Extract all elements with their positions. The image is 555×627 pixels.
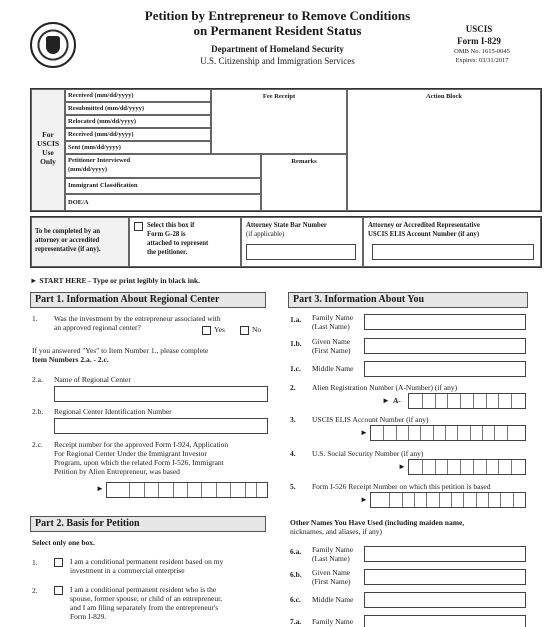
p1-q2b-label: Regional Center Identification Number xyxy=(54,407,172,416)
other-names-line1: Other Names You Have Used (including maiden name, xyxy=(290,518,465,527)
p2-option1-checkbox[interactable] xyxy=(54,558,63,567)
p3-q6a-line2: (Last Name) xyxy=(312,554,350,563)
uscis-use-only-table xyxy=(30,88,542,212)
p2-o1-line1: I am a conditional permanent resident based on my xyxy=(70,557,224,566)
p1-yes-checkbox[interactable] xyxy=(202,326,211,335)
p3-q5-num: 5. xyxy=(290,482,296,491)
p1-q2c-line3: Program, upon which the related Form I-526, Immigrant xyxy=(54,458,224,467)
p3-q2-label: Alien Registration Number (A-Number) (if any) xyxy=(312,383,458,392)
form-number: Form I-829 xyxy=(457,36,501,46)
p3-q1c-label: Middle Name xyxy=(312,364,354,373)
p3-q7a-num: 7.a. xyxy=(290,617,302,626)
elis-account-input[interactable] xyxy=(370,425,526,441)
p3-q6b-line2: (First Name) xyxy=(312,577,351,586)
ssn-input[interactable] xyxy=(408,459,526,475)
form-title-line1: Petition by Entrepreneur to Remove Conditions xyxy=(144,8,411,23)
p1-q1-line1: Was the investment by the entrepreneur associated with xyxy=(54,314,221,323)
g28-cell: Select this box if Form G-28 is attached to represent the petitioner. xyxy=(129,217,241,267)
remarks-cell: Remarks xyxy=(261,154,347,211)
office-row-relocated: Relocated (mm/dd/yyyy) xyxy=(65,115,211,128)
agency-name: U.S. Citizenship and Immigration Services xyxy=(200,56,355,66)
p3-q3-arrow-icon: ► xyxy=(360,428,368,437)
p1-q2c-line1: Receipt number for the approved Form I-924, Application xyxy=(54,440,229,449)
other-given-name-input[interactable] xyxy=(364,569,526,585)
office-row-sent: Sent (mm/dd/yyyy) xyxy=(65,141,211,154)
p2-o1-line2: investment in a commercial enterprise xyxy=(70,566,185,575)
p1-note-line2: Item Numbers 2.a. - 2.c. xyxy=(32,355,109,364)
p3-q1b-line2: (First Name) xyxy=(312,346,351,355)
a-number-prefix: A- xyxy=(393,396,401,405)
p2-o2-num: 2. xyxy=(32,586,38,595)
i924-receipt-number-input[interactable] xyxy=(106,482,268,498)
part1-heading: Part 1. Information About Regional Center xyxy=(30,292,266,308)
p3-q1c-num: 1.c. xyxy=(290,364,301,373)
p1-q2b-num: 2.b. xyxy=(32,407,44,416)
office-row-received-2: Received (mm/dd/yyyy) xyxy=(65,128,211,141)
p3-q4-arrow-icon: ► xyxy=(398,462,406,471)
start-here-note: ► START HERE - Type or print legibly in black ink. xyxy=(30,276,201,285)
i526-receipt-input[interactable] xyxy=(370,492,526,508)
p3-q6c-label: Middle Name xyxy=(312,595,354,604)
part2-heading: Part 2. Basis for Petition xyxy=(30,516,266,532)
attorney-elis-input[interactable] xyxy=(372,244,534,260)
p2-o2-line4: Form I-829. xyxy=(70,612,107,621)
office-row-petitioner-interviewed: Petitioner Interviewed (mm/dd/yyyy) xyxy=(65,154,261,178)
p2-o1-num: 1. xyxy=(32,558,38,567)
other-family-name-input[interactable] xyxy=(364,546,526,562)
p3-q1b-line1: Given Name xyxy=(312,337,351,346)
p2-o2-line2: spouse, former spouse, or child of an entrepreneur, xyxy=(70,594,223,603)
p3-q2-num: 2. xyxy=(290,383,296,392)
p2-o2-line1: I am a conditional permanent resident who is the xyxy=(70,585,217,594)
p2-option2-checkbox[interactable] xyxy=(54,586,63,595)
office-use-label-for: For xyxy=(42,130,54,139)
p3-q4-num: 4. xyxy=(290,449,296,458)
agency-short: USCIS xyxy=(465,24,493,34)
given-name-input[interactable] xyxy=(364,338,526,354)
p3-q3-label: USCIS ELIS Account Number (if any) xyxy=(312,415,429,424)
office-use-label-only: Only xyxy=(40,157,56,166)
state-bar-cell: Attorney State Bar Number (if applicable) xyxy=(241,217,363,267)
middle-name-input[interactable] xyxy=(364,361,526,377)
p3-q1a-num: 1.a. xyxy=(290,315,302,324)
other-names-line2: nicknames, and aliases, if any) xyxy=(290,527,383,536)
omb-number: OMB No. 1615-0045 xyxy=(454,48,510,55)
a-number-input[interactable] xyxy=(408,393,526,409)
p3-q2-arrow-icon: ► xyxy=(382,396,390,405)
office-row-received: Received (mm/dd/yyyy) xyxy=(65,89,211,102)
g28-checkbox[interactable] xyxy=(134,222,143,231)
p1-yes-label: Yes xyxy=(214,325,225,334)
p1-q2c-num: 2.c. xyxy=(32,440,43,449)
p3-q5-label: Form I-526 Receipt Number on which this petition is based xyxy=(312,482,491,491)
p1-q2c-arrow-icon: ► xyxy=(96,484,104,493)
office-use-label-uscis: USCIS xyxy=(36,139,60,148)
p3-q6c-num: 6.c. xyxy=(290,595,301,604)
p1-q2a-num: 2.a. xyxy=(32,375,43,384)
p3-q1b-num: 1.b. xyxy=(290,339,302,348)
p1-q2c-line2: For Regional Center Under the Immigrant Investor xyxy=(54,449,207,458)
office-row-doe-a: DOE/A xyxy=(65,194,261,211)
p1-q1-line2: an approved regional center? xyxy=(54,323,141,332)
p2-o2-line3: and I am filing separately from the entrepreneur's xyxy=(70,603,219,612)
p1-q1-num: 1. xyxy=(32,314,38,323)
form-title-line2: on Permanent Resident Status xyxy=(193,23,362,38)
fee-receipt-cell: Fee Receipt xyxy=(211,89,347,154)
p3-q1a-line2: (Last Name) xyxy=(312,322,350,331)
p3-q5-arrow-icon: ► xyxy=(360,495,368,504)
other-middle-name-input[interactable] xyxy=(364,592,526,608)
p3-q6b-line1: Given Name xyxy=(312,568,351,577)
office-use-label-cell xyxy=(31,89,65,211)
action-block-cell: Action Block xyxy=(347,89,541,211)
expiration-date: Expires: 03/31/2017 xyxy=(455,57,509,64)
part3-heading: Part 3. Information About You xyxy=(288,292,528,308)
p3-q6a-line1: Family Name xyxy=(312,545,354,554)
other-family-name-2-input[interactable] xyxy=(364,615,526,627)
p1-note-line1: If you answered "Yes" to Item Number 1., please complete xyxy=(32,346,209,355)
p3-q6b-num: 6.b. xyxy=(290,570,302,579)
p1-q2a-label: Name of Regional Center xyxy=(54,375,131,384)
office-row-immigrant-classification: Immigrant Classification xyxy=(65,178,261,194)
p1-no-label: No xyxy=(252,325,262,334)
office-use-label-use: Use xyxy=(42,148,54,157)
p3-q4-label: U.S. Social Security Number (if any) xyxy=(312,449,424,458)
family-name-input[interactable] xyxy=(364,314,526,330)
attorney-section xyxy=(30,216,542,268)
p3-q7a-label: Family Name xyxy=(312,617,354,626)
p1-no-checkbox[interactable] xyxy=(240,326,249,335)
office-row-resubmitted: Resubmitted (mm/dd/yyyy) xyxy=(65,102,211,115)
elis-cell: Attorney or Accredited Representative USCIS ELIS Account Number (if any) xyxy=(363,217,541,267)
p3-q1a-line1: Family Name xyxy=(312,313,354,322)
p2-select-one: Select only one box. xyxy=(32,538,95,547)
regional-center-name-input[interactable] xyxy=(54,386,268,402)
regional-center-id-input[interactable] xyxy=(54,418,268,434)
attorney-instructions-cell: To be completed by an attorney or accredited representative (if any). xyxy=(31,217,129,267)
department-name: Department of Homeland Security xyxy=(211,44,344,54)
p1-q2c-line4: Petition by Alien Entrepreneur, was based xyxy=(54,467,180,476)
state-bar-number-input[interactable] xyxy=(246,244,356,260)
p3-q3-num: 3. xyxy=(290,415,296,424)
p3-q6a-num: 6.a. xyxy=(290,547,302,556)
